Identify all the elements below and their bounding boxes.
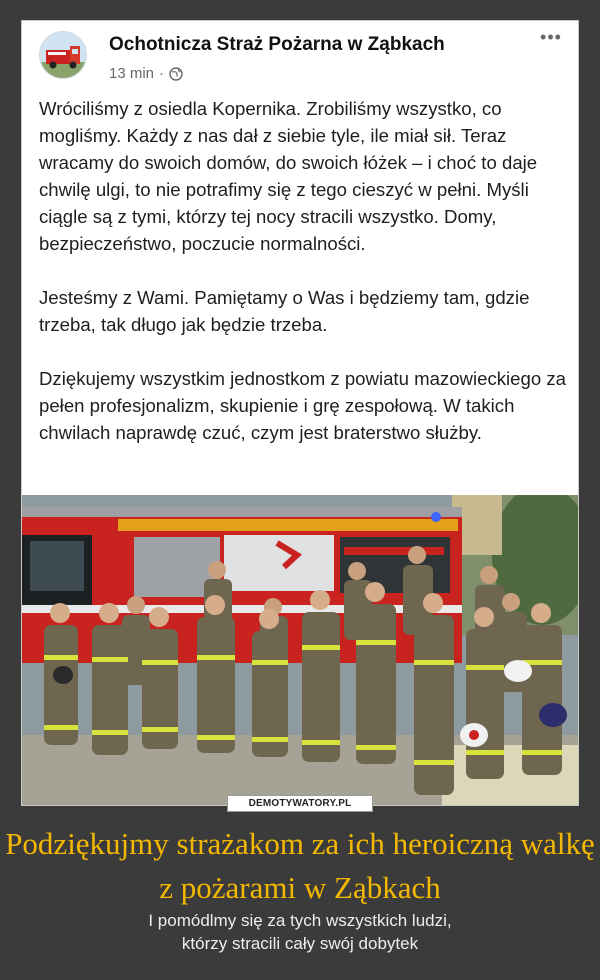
post-paragraph-3: Dziękujemy wszystkim jednostkom z powiatu mazowieckiego za pełen profesjonalizm, skupienie i grę zespołową. W takich chwilach naprawdę czuć, czym jest braterstwo służby.: [39, 368, 567, 443]
subline-line-2: którzy stracili cały swój dobytek: [181, 934, 419, 953]
post-body: [39, 95, 567, 446]
post-meta: [109, 65, 183, 82]
page-avatar[interactable]: [39, 31, 87, 79]
headline: Podziękujmy strażakom za ich heroiczną walkę z pożarami w Ząbkach: [5, 826, 595, 905]
post-paragraph-1: Wróciliśmy z osiedla Kopernika. Zrobiliśmy wszystko, co mogliśmy. Każdy z nas dał z siebie tyle, ile miał sił. Teraz wracamy do swoich domów, do swoich łóżek – i choć to daje chwilę ulgi, to nie potrafimy się z tego cieszyć w pełni. Myśli ciągle są z tymi, którzy tej nocy stracili wszystko. Domy, bezpieczeństwo, poczucie normalności.: [39, 98, 538, 254]
subline: [0, 909, 600, 955]
subline-line-1: I pomódlmy się za tych wszystkich ludzi,: [148, 911, 452, 930]
page-name[interactable]: Ochotnicza Straż Pożarna w Ząbkach: [109, 34, 445, 55]
post-paragraph-2: Jesteśmy z Wami. Pamiętamy o Was i będziemy tam, gdzie trzeba, tak długo jak będzie trzeba.: [39, 287, 530, 335]
post-time[interactable]: 13 min: [109, 65, 155, 82]
firefighters-photo[interactable]: [22, 495, 578, 805]
group-photo-image: [22, 495, 578, 805]
more-icon: •••: [540, 27, 562, 47]
more-options-button[interactable]: [534, 27, 568, 49]
meta-separator: ·: [159, 65, 165, 82]
watermark: DEMOTYWATORY.PL: [227, 795, 373, 812]
fire-truck-avatar-icon: [40, 32, 86, 78]
post-card: [21, 20, 579, 806]
globe-icon: [169, 67, 183, 81]
post-header: [22, 21, 578, 91]
